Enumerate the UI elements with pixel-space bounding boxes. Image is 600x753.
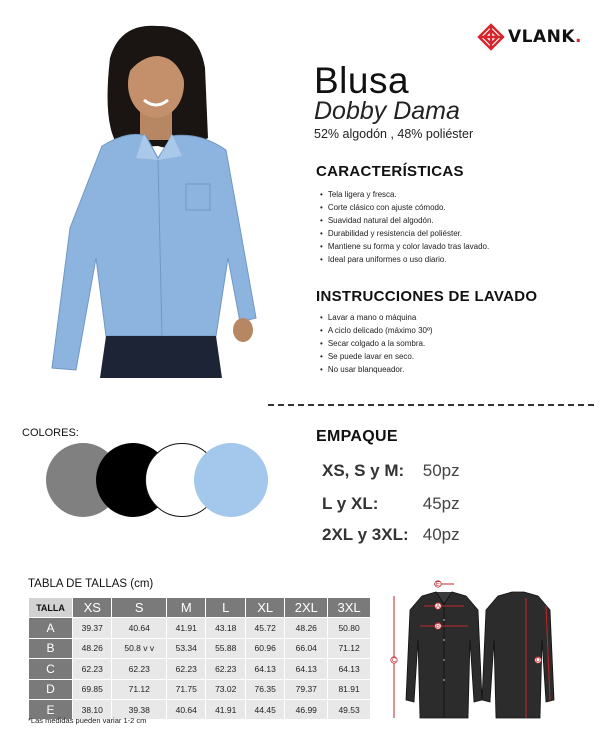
table-corner: TALLA <box>29 598 73 618</box>
brand-name: VLANK. <box>508 27 583 47</box>
table-cell: 50.80 <box>328 618 371 638</box>
table-cell: 45.72 <box>245 618 284 638</box>
table-cell: 44.45 <box>245 699 284 719</box>
diagram-label-e: E <box>435 582 441 588</box>
size-table <box>28 597 371 720</box>
packaging-qty: 45pz <box>422 494 460 513</box>
table-cell: 38.10 <box>73 699 112 719</box>
table-cell: 64.13 <box>245 659 284 679</box>
packaging-row <box>322 494 460 514</box>
shirt-back-icon <box>482 592 554 718</box>
table-row <box>29 618 371 638</box>
list-item: • Suavidad natural del algodón. <box>320 214 590 227</box>
table-cell: 49.53 <box>328 699 371 719</box>
list-item: • Mantiene su forma y color lavado tras lavado. <box>320 240 590 253</box>
shirt-measurement-diagram <box>378 580 574 722</box>
model-photo <box>40 18 290 378</box>
row-header: D <box>29 679 73 699</box>
table-cell: 53.34 <box>167 638 206 658</box>
column-header: XS <box>73 598 112 618</box>
table-cell: 60.96 <box>245 638 284 658</box>
brand-logo <box>476 20 586 54</box>
table-cell: 39.38 <box>112 699 167 719</box>
table-row <box>29 659 371 679</box>
table-cell: 55.88 <box>206 638 245 658</box>
list-item: • Corte clásico con ajuste cómodo. <box>320 201 590 214</box>
table-cell: 48.26 <box>285 618 328 638</box>
row-header: B <box>29 638 73 658</box>
packaging-heading: EMPAQUE <box>316 428 398 445</box>
packaging-sizes: 2XL y 3XL: <box>322 525 409 544</box>
column-header: XL <box>245 598 284 618</box>
table-cell: 48.26 <box>73 638 112 658</box>
product-composition: 52% algodón , 48% poliéster <box>314 127 474 141</box>
packaging-qty: 50pz <box>422 461 460 480</box>
characteristics-list <box>320 188 590 267</box>
table-cell: 79.37 <box>285 679 328 699</box>
table-cell: 69.85 <box>73 679 112 699</box>
packaging-sizes: XS, S y M: <box>322 461 405 480</box>
table-cell: 64.13 <box>285 659 328 679</box>
table-cell: 41.91 <box>167 618 206 638</box>
packaging-row <box>322 461 460 481</box>
column-header: S <box>112 598 167 618</box>
table-header-row <box>29 598 371 618</box>
list-item: • Se puede lavar en seco. <box>320 350 590 363</box>
table-cell: 62.23 <box>206 659 245 679</box>
vlank-logo-icon <box>476 22 506 52</box>
diagram-label-a: A <box>435 604 441 610</box>
list-item: • Lavar a mano o máquina <box>320 311 590 324</box>
table-cell: 62.23 <box>73 659 112 679</box>
packaging-sizes: L y XL: <box>322 494 379 513</box>
table-cell: 39.37 <box>73 618 112 638</box>
shirt-front-icon <box>406 592 482 718</box>
table-cell: 41.91 <box>206 699 245 719</box>
table-cell: 81.91 <box>328 679 371 699</box>
table-cell: 40.64 <box>167 699 206 719</box>
table-cell: 50.8 v v <box>112 638 167 658</box>
size-note: *Las medidas pueden variar 1-2 cm <box>28 716 147 725</box>
table-row <box>29 679 371 699</box>
diagram-label-c: C <box>391 658 397 664</box>
packaging-row <box>322 525 460 545</box>
color-swatch-light-blue[interactable] <box>194 443 268 517</box>
characteristics-heading: CARACTERÍSTICAS <box>316 163 464 180</box>
size-table-label: TABLA DE TALLAS (cm) <box>28 578 154 590</box>
table-cell: 71.75 <box>167 679 206 699</box>
table-row <box>29 638 371 658</box>
list-item: • A ciclo delicado (máximo 30º) <box>320 324 590 337</box>
table-cell: 40.64 <box>112 618 167 638</box>
table-cell: 73.02 <box>206 679 245 699</box>
table-cell: 66.04 <box>285 638 328 658</box>
table-cell: 46.99 <box>285 699 328 719</box>
row-header: A <box>29 618 73 638</box>
column-header: 2XL <box>285 598 328 618</box>
product-title: Blusa <box>314 60 410 101</box>
diagram-label-b: B <box>435 624 441 630</box>
row-header: C <box>29 659 73 679</box>
table-cell: 64.13 <box>328 659 371 679</box>
row-header: E <box>29 699 73 719</box>
diagram-label-d: D <box>535 658 541 664</box>
dashed-divider <box>268 404 594 406</box>
list-item: • Secar colgado a la sombra. <box>320 337 590 350</box>
column-header: L <box>206 598 245 618</box>
washing-heading: INSTRUCCIONES DE LAVADO <box>316 288 538 305</box>
list-item: • Durabilidad y resistencia del poliéster. <box>320 227 590 240</box>
table-cell: 62.23 <box>112 659 167 679</box>
table-cell: 43.18 <box>206 618 245 638</box>
list-item: • Ideal para uniformes o uso diario. <box>320 253 590 266</box>
table-cell: 71.12 <box>328 638 371 658</box>
washing-list <box>320 311 590 376</box>
list-item: • Tela ligera y fresca. <box>320 188 590 201</box>
table-cell: 71.12 <box>112 679 167 699</box>
table-cell: 62.23 <box>167 659 206 679</box>
table-cell: 76.35 <box>245 679 284 699</box>
product-subtitle: Dobby Dama <box>314 97 460 125</box>
column-header: 3XL <box>328 598 371 618</box>
column-header: M <box>167 598 206 618</box>
colors-label: COLORES: <box>22 427 79 439</box>
list-item: • No usar blanqueador. <box>320 363 590 376</box>
packaging-qty: 40pz <box>422 525 460 544</box>
